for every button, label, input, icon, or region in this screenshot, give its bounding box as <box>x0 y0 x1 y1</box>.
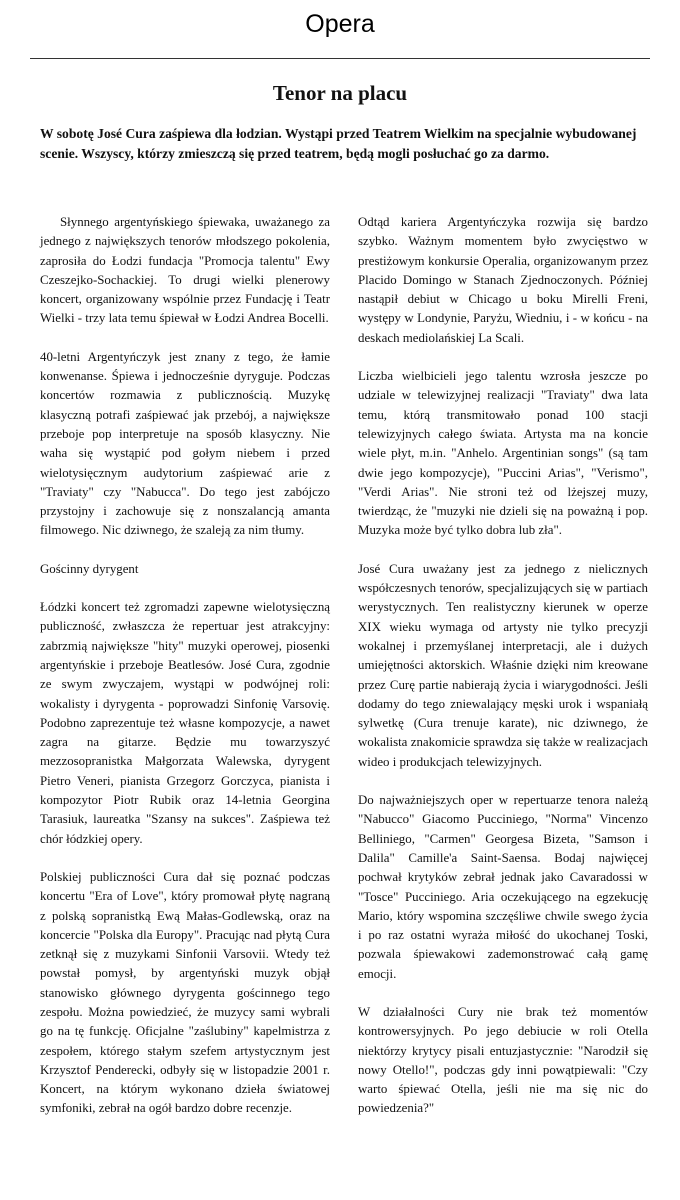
left-column <box>40 213 330 1138</box>
article-headline: Tenor na placu <box>272 81 408 105</box>
article-lead: W sobotę José Cura zaśpiewa dla łodzian. Wystąpi przed Teatrem Wielkim na specjalnie wybudowanej scenie. Wszyscy, którzy zmieszczą się przed teatrem, będą mogli posłuchać go za darmo. <box>40 126 637 161</box>
paragraph: José Cura uważany jest za jednego z nielicznych współczesnych tenorów, specjalizujących się w partiach werystycznych. Ten realistyczny kierunek w operze XIX wieku wymaga od artysty nie tylko precyzji wokalnej i przemyślanej interpretacji, ale i dużych umiejętności aktorskich. Właśnie dzięki nim kreowane przez Curę partie nabierają życia i wiarygodności. Jeśli dodamy do tego zniewalający męski urok i wspaniałą sylwetkę (Cura trenuje karate), nic dziwnego, że wokalista znakomicie sprawdza się także w realizacjach wideo i produkcjach telewizyjnych. <box>358 561 648 769</box>
paragraph: Do najważniejszych oper w repertuarze tenora należą "Nabucco" Giacomo Pucciniego, "Norma" Vincenzo Belliniego, "Carmen" Georgesa Bizeta, "Samson i Dalila" Camille'a Saint-Saensa. Bodaj najwięcej pochwał krytyków zebrał jednak jako Cavaradossi w "Tosce" Pucciniego. Aria oczekującego na egzekucję Mario, który wspomina szczęśliwe chwile swego życia i po raz ostatni wyraża miłość do ukochanej Toski, pozwala śpiewakowi zademonstrować całą gamę emocji. <box>358 793 648 981</box>
title-divider <box>30 58 650 59</box>
paragraph: Odtąd kariera Argentyńczyka rozwija się bardzo szybko. Ważnym momentem było zwycięstwo w prestiżowym konkursie Operalia, organizowanym przez Placido Domingo w Stanach Zjednoczonych. Później nastąpił debiut w Chicago u boku Mirelli Freni, występy w Londynie, Paryżu, Wiedniu, i - w końcu - na deskach mediolańskiej La Scali. <box>358 215 648 345</box>
paragraph: Polskiej publiczności Cura dał się poznać podczas koncertu "Era of Love", który promował płytę nagraną z polską sopranistką Ewą Małas-Godlewską, oraz na koncercie "Polska dla Europy". Pracując nad płytą Cura zetknął się z muzykami Sinfonii Varsovii. Wtedy też powstał pomysł, by argentyński muzyk objął stanowisko głównego dyrygenta gościnnego tego zespołu. Można powiedzieć, że muzycy sami wybrali go na tę funkcję. Oficjalne "zaślubiny" kapelmistrza z zespołem, którego stałym szefem artystycznym jest Krzysztof Penderecki, odbyły się w listopadzie 2001 r. Koncert, na którym wykonano dzieła światowej symfoniki, zebrał na ogół bardzo dobre recenzje. <box>40 869 330 1116</box>
paragraph: W działalności Cury nie brak też momentów kontrowersyjnych. Po jego debiucie w roli Otella niektórzy krytycy pisali entuzjastycznie: "Narodził się nowy Otello!", podczas gdy inni powątpiewali: "Czy warto śpiewać Otella, jeśli nie ma się nic do powiedzenia?" <box>358 1004 648 1116</box>
paragraph: Liczba wielbicieli jego talentu wzrosła jeszcze po udziale w telewizyjnej realizacji "Traviaty" dwa lata temu, którą transmitowało ponad 100 stacji telewizyjnych całego świata. Artysta ma na koncie wiele płyt, m.in. "Anhelo. Argentinian songs" (są tam dwie jego kompozycje), "Puccini Arias", "Verismo", "Verdi Arias". Nie stroni też od lżejszej muzy, twierdząc, że "muzyki nie dzieli się na poważną i pop. Muzyka może być tylko dobra lub zła". <box>358 369 648 538</box>
section-title: Opera <box>305 10 375 38</box>
paragraph: Łódzki koncert też zgromadzi zapewne wielotysięczną publiczność, zwłaszcza że repertuar jest atrakcyjny: zabrzmią największe "hity" muzyki operowej, piosenki argentyńskie i przeboje Beatlesów. José Cura, zgodnie ze swym zwyczajem, wystąpi w podwójnej roli: wokalisty i dyrygenta - poprowadzi Sinfonię Varsovię. Podobno zaprezentuje też własne kompozycje, a nawet zagra na gitarze. Będzie mu towarzyszyć mezzosopranistka Małgorzata Walewska, dyrygent Pietro Veneri, pianista Grzegorz Gorczyca, pianista i kompozytor Piotr Rubik oraz 14-letnia Georgina Tarasiuk, laureatka "Szansy na sukces". Zaśpiewa też chór łódzkiej opery. <box>40 600 330 846</box>
subheading: Gościnny dyrygent <box>40 561 139 576</box>
right-column <box>358 213 648 1138</box>
paragraph: Słynnego argentyńskiego śpiewaka, uważanego za jednego z największych tenorów młodszego pokolenia, zaprosiła do Łodzi fundacja "Promocja talentu" Ewy Czeszejko-Sochackiej. To drugi wielki plenerowy koncert, organizowany wspólnie przez Fundację i Teatr Wielki - trzy lata temu śpiewał w Łodzi Andrea Bocelli. <box>40 215 330 326</box>
paragraph: 40-letni Argentyńczyk jest znany z tego, że łamie konwenanse. Śpiewa i jednocześnie dyryguje. Podczas koncertów rozmawia z publicznością. Muzykę klasyczną potrafi zaśpiewać jak przebój, a największe przeboje pop interpretuje na sposób klasyczny. Nie waha się wystąpić pod gołym niebem i przed wielotysięcznym audytorium zaśpiewać arie z "Traviaty" czy "Nabucca". Do tego jest zabójczo przystojny i zachowuje się z nonszalancją amanta filmowego. Nic dziwnego, że szaleją za nim tłumy. <box>40 349 330 538</box>
